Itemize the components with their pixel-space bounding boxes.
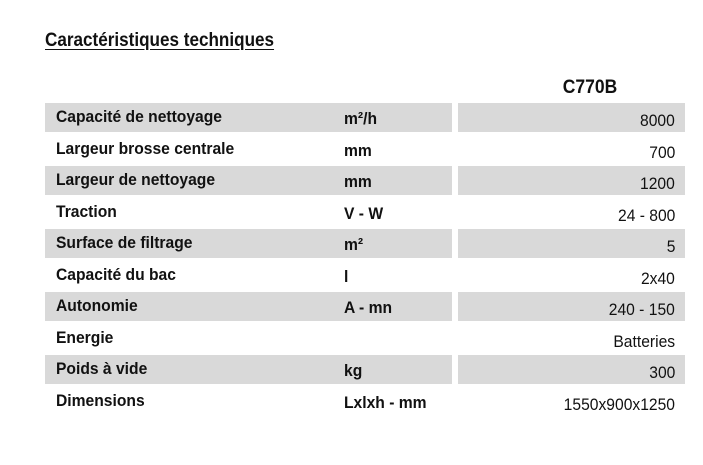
spec-value: 240 - 150 — [608, 300, 675, 319]
spec-row-cleaning-width — [45, 166, 685, 198]
spec-unit: mm — [344, 140, 372, 160]
spec-row-brush-width — [45, 135, 685, 167]
spec-row-cleaning-capacity — [45, 103, 685, 135]
spec-value: Batteries — [613, 331, 675, 351]
spec-unit: Lxlxh - mm — [344, 392, 427, 412]
spec-unit: A - mn — [344, 298, 393, 317]
spec-row-dimensions — [45, 387, 685, 419]
spec-label: Autonomie — [56, 296, 138, 315]
spec-value: 24 - 800 — [617, 205, 675, 225]
spec-value: 8000 — [640, 111, 675, 130]
spec-unit: kg — [344, 361, 363, 380]
specs-table — [45, 103, 685, 418]
spec-label: Largeur de nettoyage — [56, 170, 216, 189]
spec-unit: m² — [344, 235, 364, 254]
spec-row-autonomy — [45, 292, 685, 324]
spec-label: Largeur brosse centrale — [56, 138, 235, 158]
spec-unit: l — [344, 266, 349, 286]
page-title: Caractéristiques techniques — [45, 30, 275, 51]
spec-label: Energie — [56, 327, 114, 347]
row-value-cell — [458, 229, 685, 258]
spec-unit: m²/h — [344, 109, 378, 128]
spec-label: Capacité du bac — [56, 264, 176, 284]
spec-label: Dimensions — [56, 390, 145, 410]
spec-unit: V - W — [344, 203, 384, 223]
model-header: C770B — [562, 77, 618, 98]
spec-row-tank-capacity — [45, 261, 685, 293]
spec-value: 2x40 — [641, 268, 675, 288]
spec-label: Traction — [56, 201, 117, 221]
spec-row-traction — [45, 198, 685, 230]
spec-value: 700 — [648, 142, 675, 162]
spec-value: 5 — [666, 237, 675, 256]
spec-row-energy — [45, 324, 685, 356]
spec-value: 1550x900x1250 — [563, 394, 675, 414]
spec-label: Poids à vide — [56, 359, 148, 378]
spec-row-empty-weight — [45, 355, 685, 387]
spec-value: 300 — [648, 363, 675, 382]
spec-label: Surface de filtrage — [56, 233, 193, 252]
spec-label: Capacité de nettoyage — [56, 107, 223, 126]
spec-unit: mm — [344, 172, 372, 191]
spec-value: 1200 — [640, 174, 675, 193]
spec-row-filter-surface — [45, 229, 685, 261]
